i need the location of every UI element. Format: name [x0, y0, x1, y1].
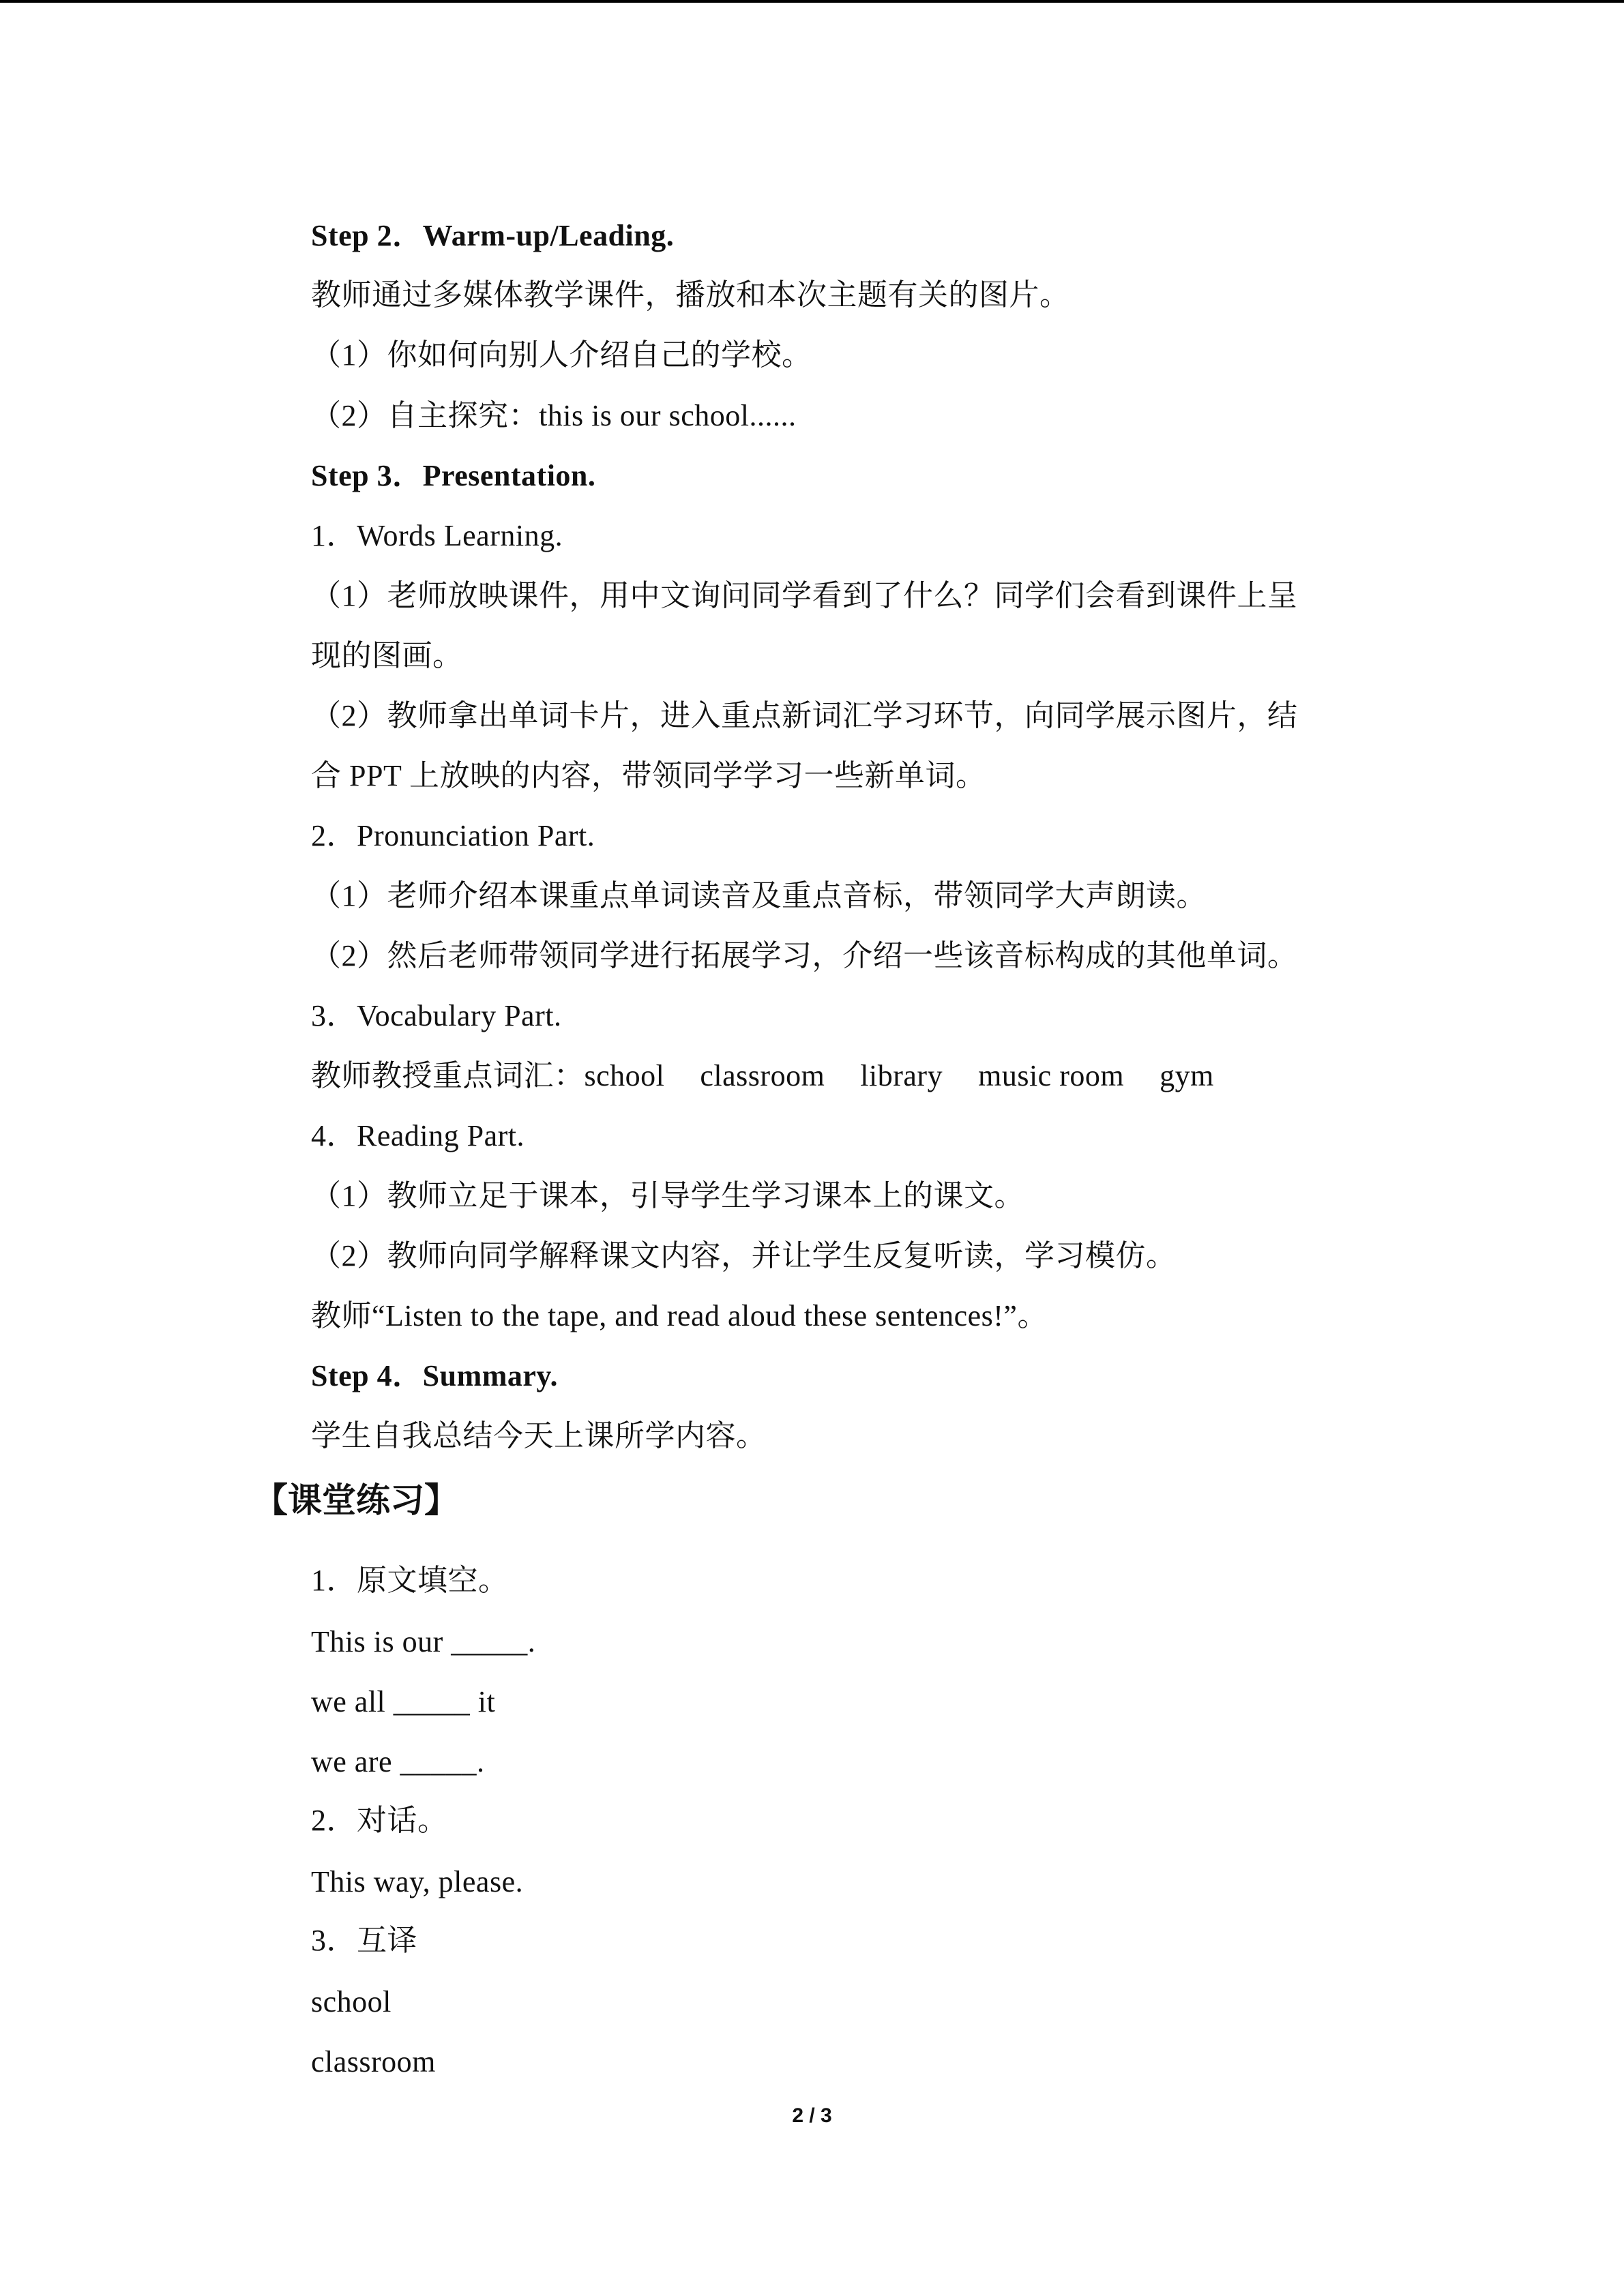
vocabulary-line: [311, 1057, 1214, 1095]
vocab-word: library: [860, 1059, 943, 1092]
exercise-q2-a: This way, please.: [311, 1865, 524, 1898]
page-top-border: [0, 0, 1624, 3]
exercise-heading: 【课堂练习】: [254, 1480, 458, 1520]
step3-heading: Step 3．Presentation.: [311, 459, 596, 492]
words-learning-item-1a: （1）老师放映课件，用中文询问同学看到了什么？同学们会看到课件上呈: [311, 579, 1298, 612]
reading-title: 4．Reading Part.: [311, 1119, 525, 1152]
exercise-q3-a: school: [311, 1985, 392, 2018]
reading-item-1: （1）教师立足于课本，引导学生学习课本上的课文。: [311, 1179, 1024, 1212]
reading-item-2: （2）教师向同学解释课文内容，并让学生反复听读，学习模仿。: [311, 1239, 1177, 1272]
exercise-q1-a: This is our _____.: [311, 1625, 536, 1658]
vocab-word: classroom: [700, 1059, 825, 1092]
vocab-word: gym: [1160, 1059, 1214, 1092]
vocab-word: school: [584, 1059, 665, 1092]
exercise-q1-b: we all _____ it: [311, 1685, 496, 1718]
reading-item-3: 教师“Listen to the tape, and read aloud these sentences!”。: [311, 1299, 1048, 1332]
page-number: 2 / 3: [792, 2104, 832, 2127]
words-learning-title: 1．Words Learning.: [311, 519, 563, 552]
exercise-q3-b: classroom: [311, 2045, 436, 2078]
vocab-word: music room: [978, 1059, 1125, 1092]
pronunciation-item-1: （1）老师介绍本课重点单词读音及重点音标，带领同学大声朗读。: [311, 879, 1207, 912]
step2-heading: Step 2．Warm-up/Leading.: [311, 219, 675, 252]
vocabulary-title: 3．Vocabulary Part.: [311, 999, 562, 1032]
vocabulary-prefix: 教师教授重点词汇：: [311, 1059, 585, 1092]
step2-line-1: 教师通过多媒体教学课件，播放和本次主题有关的图片。: [311, 278, 1070, 312]
pronunciation-item-2: （2）然后老师带领同学进行拓展学习，介绍一些该音标构成的其他单词。: [311, 939, 1298, 972]
step4-heading: Step 4．Summary.: [311, 1359, 558, 1392]
exercise-q3: 3．互译: [311, 1924, 417, 1957]
pronunciation-title: 2．Pronunciation Part.: [311, 819, 595, 852]
step2-line-2: （1）你如何向别人介绍自己的学校。: [311, 338, 812, 372]
exercise-q2: 2．对话。: [311, 1804, 448, 1837]
step4-line-1: 学生自我总结今天上课所学内容。: [311, 1419, 767, 1452]
exercise-q1-c: we are _____.: [311, 1745, 485, 1778]
exercise-q1: 1．原文填空。: [311, 1564, 509, 1597]
step2-line-3: （2）自主探究：this is our school......: [311, 399, 797, 432]
words-learning-item-2a: （2）教师拿出单词卡片，进入重点新词汇学习环节，向同学展示图片，结: [311, 699, 1298, 732]
words-learning-item-2b: 合 PPT 上放映的内容，带领同学学习一些新单词。: [311, 759, 986, 792]
words-learning-item-1b: 现的图画。: [311, 639, 463, 672]
